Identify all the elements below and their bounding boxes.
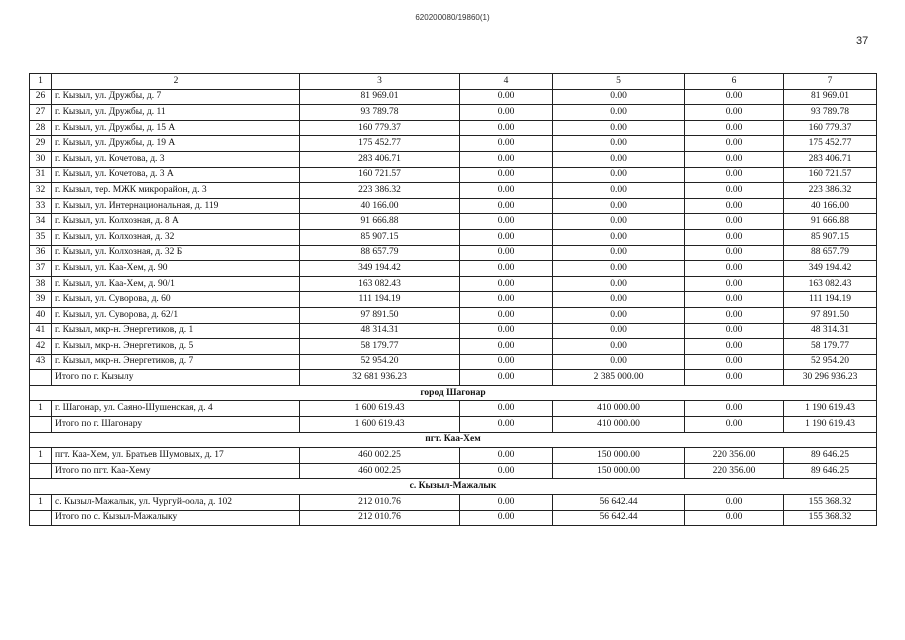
table-cell: 212 010.76 — [300, 495, 460, 511]
table-cell: 1 190 619.43 — [784, 401, 877, 417]
table-cell: 6 — [685, 74, 784, 90]
table-cell: 0.00 — [685, 120, 784, 136]
table-cell: г. Кызыл, ул. Каа-Хем, д. 90 — [52, 261, 300, 277]
table-cell — [30, 370, 52, 386]
table-cell: 27 — [30, 105, 52, 121]
section-heading: город Шагонар — [30, 385, 877, 401]
table-cell: 91 666.88 — [300, 214, 460, 230]
table-cell: 31 — [30, 167, 52, 183]
table-cell: 0.00 — [460, 354, 553, 370]
table-row — [30, 495, 877, 511]
table-cell: 0.00 — [460, 89, 553, 105]
table-cell: 0.00 — [685, 339, 784, 355]
table-cell: 32 — [30, 183, 52, 199]
table-cell: 0.00 — [460, 183, 553, 199]
section-row — [30, 432, 877, 448]
table-cell: 0.00 — [685, 245, 784, 261]
section-heading: пгт. Каа-Хем — [30, 432, 877, 448]
table-cell: 36 — [30, 245, 52, 261]
table-cell: 93 789.78 — [300, 105, 460, 121]
table-cell: 223 386.32 — [784, 183, 877, 199]
table-cell: 0.00 — [460, 307, 553, 323]
table-cell: 160 779.37 — [300, 120, 460, 136]
table-cell: 40 166.00 — [300, 198, 460, 214]
table-cell: 30 — [30, 151, 52, 167]
document-id: 620200080/19860(1) — [415, 13, 490, 22]
table-cell: г. Кызыл, ул. Дружбы, д. 7 — [52, 89, 300, 105]
table-cell: 89 646.25 — [784, 448, 877, 464]
table-cell: 0.00 — [685, 417, 784, 433]
table-cell: Итого по г. Кызылу — [52, 370, 300, 386]
table-cell: 0.00 — [685, 151, 784, 167]
table-cell: 0.00 — [460, 323, 553, 339]
table-cell: 283 406.71 — [300, 151, 460, 167]
table-cell: 1 600 619.43 — [300, 401, 460, 417]
table-cell: 460 002.25 — [300, 463, 460, 479]
table-cell: 175 452.77 — [300, 136, 460, 152]
table-row — [30, 261, 877, 277]
table-cell: г. Кызыл, ул. Дружбы, д. 19 А — [52, 136, 300, 152]
table-cell: 91 666.88 — [784, 214, 877, 230]
table-cell: 111 194.19 — [784, 292, 877, 308]
table-cell: г. Кызыл, ул. Колхозная, д. 32 Б — [52, 245, 300, 261]
table-cell: 52 954.20 — [300, 354, 460, 370]
table-cell: 0.00 — [685, 323, 784, 339]
table-cell: 223 386.32 — [300, 183, 460, 199]
table-cell: 29 — [30, 136, 52, 152]
table-cell: 40 — [30, 307, 52, 323]
table-cell — [30, 510, 52, 526]
table-cell: 1 — [30, 401, 52, 417]
table-cell: 0.00 — [460, 463, 553, 479]
table-cell: 160 721.57 — [300, 167, 460, 183]
table-cell: 0.00 — [553, 167, 685, 183]
table-row — [30, 307, 877, 323]
table-cell: 220 356.00 — [685, 463, 784, 479]
table-cell: г. Кызыл, ул. Дружбы, д. 15 А — [52, 120, 300, 136]
table-cell: 48 314.31 — [784, 323, 877, 339]
table-cell: 81 969.01 — [784, 89, 877, 105]
table-cell: 0.00 — [553, 261, 685, 277]
table-row — [30, 105, 877, 121]
table-cell: 410 000.00 — [553, 401, 685, 417]
section-row — [30, 385, 877, 401]
table-cell — [30, 463, 52, 479]
table-cell: 0.00 — [685, 89, 784, 105]
table-cell: пгт. Каа-Хем, ул. Братьев Шумовых, д. 17 — [52, 448, 300, 464]
table-cell: 460 002.25 — [300, 448, 460, 464]
total-row — [30, 417, 877, 433]
table-cell: г. Кызыл, ул. Колхозная, д. 8 А — [52, 214, 300, 230]
table-row — [30, 339, 877, 355]
table-cell: Итого по пгт. Каа-Хему — [52, 463, 300, 479]
table-row — [30, 448, 877, 464]
table-cell: 0.00 — [553, 245, 685, 261]
table-row — [30, 245, 877, 261]
table-cell: 0.00 — [685, 370, 784, 386]
table-cell: 88 657.79 — [300, 245, 460, 261]
table-cell: 0.00 — [460, 448, 553, 464]
table-cell: 93 789.78 — [784, 105, 877, 121]
table-cell: 0.00 — [685, 510, 784, 526]
table-cell: 7 — [784, 74, 877, 90]
table-cell: 0.00 — [553, 214, 685, 230]
table-cell: 0.00 — [685, 292, 784, 308]
table-cell: 1 600 619.43 — [300, 417, 460, 433]
table-cell: с. Кызыл-Мажалык, ул. Чургуй-оола, д. 102 — [52, 495, 300, 511]
table-cell: 0.00 — [553, 307, 685, 323]
table-cell: г. Кызыл, мкр-н. Энергетиков, д. 7 — [52, 354, 300, 370]
table-cell: 155 368.32 — [784, 510, 877, 526]
table-cell: 283 406.71 — [784, 151, 877, 167]
table-cell: 1 — [30, 74, 52, 90]
table-cell: г. Кызыл, ул. Кочетова, д. 3 — [52, 151, 300, 167]
table-row — [30, 151, 877, 167]
table-cell: 2 — [52, 74, 300, 90]
table-cell: 160 721.57 — [784, 167, 877, 183]
table-cell: 1 190 619.43 — [784, 417, 877, 433]
table-cell: 212 010.76 — [300, 510, 460, 526]
table-cell: г. Шагонар, ул. Саяно-Шушенская, д. 4 — [52, 401, 300, 417]
table-cell: 0.00 — [685, 136, 784, 152]
table-cell: 0.00 — [553, 229, 685, 245]
table-cell: 85 907.15 — [784, 229, 877, 245]
table-cell: г. Кызыл, ул. Колхозная, д. 32 — [52, 229, 300, 245]
table-cell: 0.00 — [685, 105, 784, 121]
table-cell: 35 — [30, 229, 52, 245]
table-row — [30, 198, 877, 214]
table-cell: 37 — [30, 261, 52, 277]
table-cell: 0.00 — [685, 401, 784, 417]
table-cell: 0.00 — [685, 198, 784, 214]
table-cell: 89 646.25 — [784, 463, 877, 479]
table-cell: 52 954.20 — [784, 354, 877, 370]
table-cell: 0.00 — [460, 105, 553, 121]
table-cell: 0.00 — [553, 198, 685, 214]
table-cell: 0.00 — [460, 136, 553, 152]
table-cell: 0.00 — [685, 167, 784, 183]
table-cell: 111 194.19 — [300, 292, 460, 308]
table-cell: 0.00 — [460, 198, 553, 214]
table-cell: 5 — [553, 74, 685, 90]
table-cell: 163 082.43 — [300, 276, 460, 292]
table-cell: г. Кызыл, ул. Интернациональная, д. 119 — [52, 198, 300, 214]
table-cell: 0.00 — [460, 510, 553, 526]
table-cell: г. Кызыл, ул. Дружбы, д. 11 — [52, 105, 300, 121]
table-cell: 0.00 — [460, 261, 553, 277]
table-cell: 0.00 — [460, 214, 553, 230]
table-row — [30, 323, 877, 339]
table-cell: 56 642.44 — [553, 495, 685, 511]
page-number: 37 — [856, 35, 869, 47]
section-heading: с. Кызыл-Мажалык — [30, 479, 877, 495]
table-cell: 0.00 — [460, 339, 553, 355]
table-cell: 38 — [30, 276, 52, 292]
table-cell: 349 194.42 — [784, 261, 877, 277]
table-cell: 56 642.44 — [553, 510, 685, 526]
table-cell: 81 969.01 — [300, 89, 460, 105]
table-cell: 0.00 — [553, 323, 685, 339]
table-row — [30, 276, 877, 292]
table-cell: 28 — [30, 120, 52, 136]
table-row — [30, 89, 877, 105]
table-cell: 1 — [30, 448, 52, 464]
table-cell: 0.00 — [685, 214, 784, 230]
funds-table — [29, 73, 877, 526]
table-cell: 155 368.32 — [784, 495, 877, 511]
table-cell: 0.00 — [460, 495, 553, 511]
table-cell: 42 — [30, 339, 52, 355]
table-cell: 150 000.00 — [553, 463, 685, 479]
total-row — [30, 370, 877, 386]
total-row — [30, 463, 877, 479]
table-header-row — [30, 74, 877, 90]
table-cell: 0.00 — [460, 370, 553, 386]
table-cell: 0.00 — [685, 183, 784, 199]
table-row — [30, 214, 877, 230]
table-cell: 0.00 — [685, 307, 784, 323]
table-cell: 349 194.42 — [300, 261, 460, 277]
table-cell: 0.00 — [460, 151, 553, 167]
table-cell: 39 — [30, 292, 52, 308]
table-row — [30, 136, 877, 152]
table-cell: 30 296 936.23 — [784, 370, 877, 386]
table-cell: 32 681 936.23 — [300, 370, 460, 386]
table-cell: 97 891.50 — [784, 307, 877, 323]
table-cell: 85 907.15 — [300, 229, 460, 245]
table-cell: г. Кызыл, ул. Кочетова, д. 3 А — [52, 167, 300, 183]
table-cell: Итого по г. Шагонару — [52, 417, 300, 433]
table-cell: 220 356.00 — [685, 448, 784, 464]
table-cell: 163 082.43 — [784, 276, 877, 292]
table-cell: 160 779.37 — [784, 120, 877, 136]
table-cell: 40 166.00 — [784, 198, 877, 214]
table-cell: 0.00 — [685, 276, 784, 292]
table-cell: 88 657.79 — [784, 245, 877, 261]
table-cell — [30, 417, 52, 433]
table-cell: 58 179.77 — [300, 339, 460, 355]
table-cell: 0.00 — [553, 120, 685, 136]
table-cell: 0.00 — [460, 276, 553, 292]
table-cell: 26 — [30, 89, 52, 105]
table-row — [30, 354, 877, 370]
table-cell: 0.00 — [685, 229, 784, 245]
table-row — [30, 120, 877, 136]
table-cell: 34 — [30, 214, 52, 230]
table-cell: 0.00 — [685, 495, 784, 511]
table-cell: 0.00 — [460, 401, 553, 417]
table-cell: 410 000.00 — [553, 417, 685, 433]
table-cell: 0.00 — [460, 417, 553, 433]
table-cell: 33 — [30, 198, 52, 214]
table-cell: 97 891.50 — [300, 307, 460, 323]
table-cell: 41 — [30, 323, 52, 339]
table-cell: г. Кызыл, мкр-н. Энергетиков, д. 1 — [52, 323, 300, 339]
table-cell: 0.00 — [553, 136, 685, 152]
table-cell: 0.00 — [460, 167, 553, 183]
table-row — [30, 292, 877, 308]
table-row — [30, 183, 877, 199]
table-cell: 4 — [460, 74, 553, 90]
table-cell: Итого по с. Кызыл-Мажалыку — [52, 510, 300, 526]
table-cell: 0.00 — [553, 105, 685, 121]
table-cell: 48 314.31 — [300, 323, 460, 339]
table-cell: г. Кызыл, ул. Суворова, д. 60 — [52, 292, 300, 308]
table-cell: 2 385 000.00 — [553, 370, 685, 386]
table-cell: г. Кызыл, ул. Каа-Хем, д. 90/1 — [52, 276, 300, 292]
table-cell: 0.00 — [553, 151, 685, 167]
table-row — [30, 229, 877, 245]
table-cell: г. Кызыл, тер. МЖК микрорайон, д. 3 — [52, 183, 300, 199]
total-row — [30, 510, 877, 526]
table-row — [30, 167, 877, 183]
section-row — [30, 479, 877, 495]
table-cell: 0.00 — [460, 120, 553, 136]
table-cell: 0.00 — [685, 354, 784, 370]
table-cell: 0.00 — [460, 292, 553, 308]
table-cell: 43 — [30, 354, 52, 370]
table-cell: 0.00 — [553, 276, 685, 292]
table-cell: 0.00 — [553, 339, 685, 355]
table-cell: 0.00 — [460, 229, 553, 245]
table-cell: 58 179.77 — [784, 339, 877, 355]
table-row — [30, 401, 877, 417]
table-cell: 150 000.00 — [553, 448, 685, 464]
table-cell: 0.00 — [553, 183, 685, 199]
table-cell: 0.00 — [460, 245, 553, 261]
table-cell: г. Кызыл, мкр-н. Энергетиков, д. 5 — [52, 339, 300, 355]
table-cell: 3 — [300, 74, 460, 90]
table-cell: 0.00 — [553, 89, 685, 105]
table-cell: 0.00 — [685, 261, 784, 277]
table-cell: 0.00 — [553, 354, 685, 370]
table-cell: 1 — [30, 495, 52, 511]
table-cell: 0.00 — [553, 292, 685, 308]
table-cell: г. Кызыл, ул. Суворова, д. 62/1 — [52, 307, 300, 323]
table-cell: 175 452.77 — [784, 136, 877, 152]
